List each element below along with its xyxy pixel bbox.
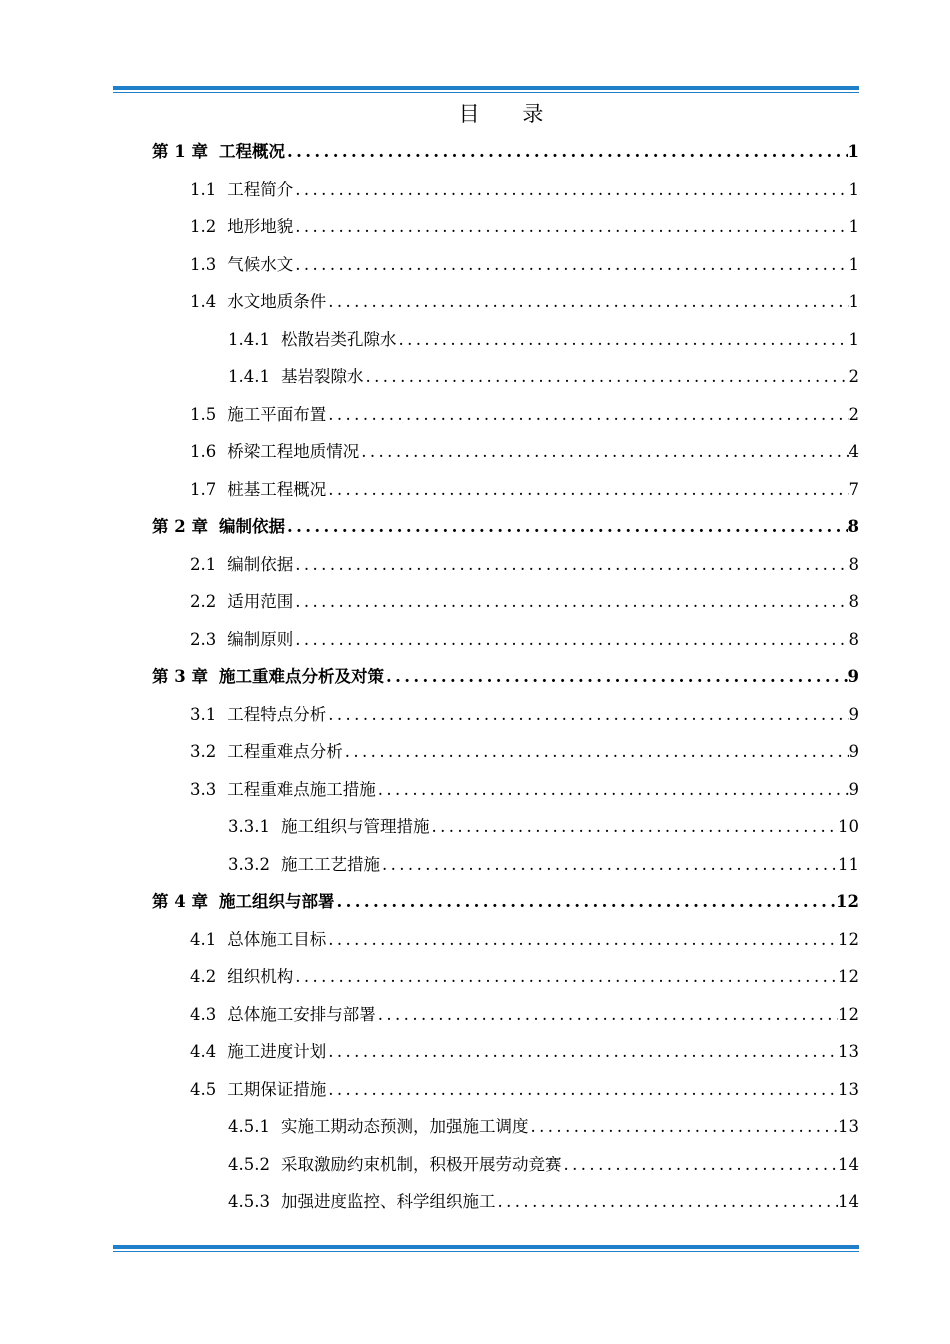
toc-dot-leader (343, 733, 849, 771)
toc-entry-page: 14 (838, 1192, 859, 1211)
toc-entry-page: 1 (848, 179, 859, 199)
toc-entry[interactable] (152, 1108, 859, 1146)
toc-entry-number: 1.5 (190, 404, 217, 424)
toc-entry-title: 编制依据 (218, 517, 285, 536)
toc-entry-number: 4.5 (190, 1079, 217, 1099)
toc-entry[interactable] (152, 846, 859, 884)
toc-entry-number: 4.1 (190, 929, 217, 949)
toc-entry-title: 总体施工目标 (227, 929, 327, 949)
toc-dot-leader (285, 133, 848, 171)
toc-entry-title: 施工进度计划 (227, 1042, 327, 1061)
toc-entry-page: 12 (836, 892, 859, 911)
toc-entry-number: 1.4 (190, 292, 217, 311)
toc-dot-leader (429, 808, 838, 846)
toc-entry-title: 加强进度监控、科学组织施工 (280, 1192, 496, 1211)
toc-entry-title: 松散岩类孔隙水 (280, 329, 397, 349)
toc-dot-leader (326, 1071, 838, 1109)
toc-entry-title: 工程重难点施工措施 (227, 779, 376, 799)
toc-entry[interactable] (152, 883, 859, 921)
toc-entry-number: 4.5.3 (228, 1192, 270, 1211)
toc-dot-leader (528, 1108, 838, 1146)
toc-entry-title: 基岩裂隙水 (280, 367, 364, 386)
toc-entry-title: 编制原则 (227, 629, 294, 649)
toc-dot-leader (561, 1146, 838, 1184)
toc-entry[interactable] (152, 171, 859, 209)
toc-entry-title: 桥梁工程地质情况 (227, 442, 360, 461)
toc-entry[interactable] (152, 208, 859, 246)
toc-title: 目 录 (458, 102, 562, 126)
toc-entry-number: 3.3 (190, 779, 217, 799)
toc-entry-page: 9 (848, 704, 859, 724)
toc-entry-number: 1.1 (190, 179, 217, 199)
toc-dot-leader (359, 433, 848, 471)
toc-entry-page: 12 (838, 1004, 859, 1024)
toc-entry-number: 3.3.2 (228, 854, 270, 874)
toc-entry-page: 1 (848, 292, 859, 311)
toc-entry-title: 编制依据 (227, 554, 294, 574)
table-of-contents (152, 133, 859, 1221)
toc-entry-number: 4.4 (190, 1042, 217, 1061)
toc-entry-title: 施工组织与部署 (218, 892, 335, 911)
toc-entry-title: 适用范围 (227, 592, 294, 611)
toc-entry-number: 3.2 (190, 742, 217, 761)
toc-entry[interactable] (152, 583, 859, 621)
toc-entry-page: 1 (848, 254, 859, 274)
toc-dot-leader (293, 958, 838, 996)
toc-entry-number: 2.1 (190, 554, 217, 574)
toc-entry-number: 1.3 (190, 254, 217, 274)
toc-dot-leader (334, 883, 836, 921)
toc-entry[interactable] (152, 1146, 859, 1184)
toc-entry-title: 采取激励约束机制，积极开展劳动竞赛 (280, 1154, 562, 1174)
toc-dot-leader (293, 208, 848, 246)
toc-entry[interactable] (152, 733, 859, 771)
toc-entry-title: 水文地质条件 (227, 292, 327, 311)
toc-entry-page: 8 (847, 517, 859, 536)
toc-entry-number: 3.3.1 (228, 817, 270, 836)
toc-dot-leader (285, 508, 848, 546)
toc-dot-leader (376, 996, 838, 1034)
toc-entry-page: 9 (848, 779, 859, 799)
toc-entry-number: 1.4.1 (228, 367, 270, 386)
toc-entry-page: 2 (848, 367, 859, 386)
header-rule-thin (113, 92, 859, 93)
toc-entry-page: 2 (848, 404, 859, 424)
toc-entry-page: 13 (838, 1042, 859, 1061)
toc-entry-title: 地形地貌 (227, 217, 294, 236)
toc-dot-leader (326, 696, 848, 734)
toc-dot-leader (326, 283, 848, 321)
footer-rule-thin (113, 1251, 859, 1252)
toc-entry-number: 1.4.1 (228, 329, 270, 349)
toc-entry-page: 12 (838, 967, 859, 986)
toc-entry-title: 施工平面布置 (227, 404, 327, 424)
toc-entry-page: 12 (838, 929, 859, 949)
footer-rule (113, 1245, 859, 1252)
toc-entry-page: 14 (838, 1154, 859, 1174)
toc-entry-title: 施工工艺措施 (280, 854, 380, 874)
toc-entry-title: 工程概况 (218, 142, 285, 161)
toc-dot-leader (326, 396, 848, 434)
toc-entry-page: 9 (848, 742, 859, 761)
toc-entry[interactable] (152, 958, 859, 996)
toc-entry[interactable] (152, 433, 859, 471)
toc-entry[interactable] (152, 283, 859, 321)
toc-entry-page: 4 (848, 442, 859, 461)
toc-entry-number: 第 1 章 (152, 142, 208, 161)
toc-entry-number: 2.3 (190, 629, 217, 649)
toc-dot-leader (326, 921, 838, 959)
toc-entry[interactable] (152, 1183, 859, 1221)
toc-entry-page: 13 (838, 1117, 859, 1136)
toc-entry[interactable] (152, 546, 859, 584)
toc-entry[interactable] (152, 396, 859, 434)
toc-entry[interactable] (152, 996, 859, 1034)
toc-entry-title: 总体施工安排与部署 (227, 1004, 376, 1024)
toc-entry-number: 4.5.1 (228, 1117, 270, 1136)
toc-entry-page: 11 (838, 854, 859, 874)
toc-entry-title: 实施工期动态预测，加强施工调度 (280, 1117, 529, 1136)
toc-entry-number: 第 2 章 (152, 517, 208, 536)
header-rule (113, 86, 859, 93)
toc-entry[interactable] (152, 921, 859, 959)
toc-entry-page: 8 (848, 554, 859, 574)
toc-entry-page: 7 (848, 479, 859, 499)
toc-entry-title: 工期保证措施 (227, 1079, 327, 1099)
toc-entry[interactable] (152, 658, 859, 696)
toc-entry-number: 1.2 (190, 217, 217, 236)
toc-entry-title: 施工组织与管理措施 (280, 817, 430, 836)
toc-dot-leader (396, 321, 848, 359)
toc-entry[interactable] (152, 1071, 859, 1109)
toc-entry-title: 施工重难点分析及对策 (218, 667, 384, 686)
toc-entry-page: 9 (847, 667, 859, 686)
toc-entry-number: 第 3 章 (152, 667, 208, 686)
toc-entry-number: 4.3 (190, 1004, 217, 1024)
toc-entry-title: 工程重难点分析 (227, 742, 343, 761)
toc-dot-leader (293, 621, 848, 659)
toc-entry-page: 8 (848, 592, 859, 611)
toc-entry-title: 组织机构 (227, 967, 294, 986)
toc-entry-number: 第 4 章 (152, 892, 208, 911)
toc-entry-number: 1.6 (190, 442, 217, 461)
toc-entry-title: 工程简介 (227, 179, 294, 199)
toc-dot-leader (380, 846, 838, 884)
toc-dot-leader (293, 171, 848, 209)
toc-entry-number: 3.1 (190, 704, 217, 724)
toc-entry-number: 4.5.2 (228, 1154, 270, 1174)
toc-entry[interactable] (152, 471, 859, 509)
toc-entry[interactable] (152, 321, 859, 359)
toc-entry-title: 工程特点分析 (227, 704, 327, 724)
toc-entry[interactable] (152, 508, 859, 546)
toc-entry[interactable] (152, 696, 859, 734)
toc-entry[interactable] (152, 358, 859, 396)
toc-entry-title: 桩基工程概况 (227, 479, 327, 499)
toc-dot-leader (376, 771, 849, 809)
toc-entry[interactable] (152, 133, 859, 171)
toc-entry[interactable] (152, 771, 859, 809)
toc-entry-page: 13 (838, 1079, 859, 1099)
toc-entry-title: 气候水文 (227, 254, 294, 274)
toc-dot-leader (363, 358, 848, 396)
toc-entry[interactable] (152, 808, 859, 846)
toc-dot-leader (293, 546, 848, 584)
toc-entry-number: 4.2 (190, 967, 217, 986)
toc-entry-page: 1 (848, 329, 859, 349)
toc-entry-page: 8 (848, 629, 859, 649)
toc-entry-number: 2.2 (190, 592, 217, 611)
toc-dot-leader (326, 471, 848, 509)
toc-entry-number: 1.7 (190, 479, 217, 499)
toc-entry-page: 1 (848, 217, 859, 236)
toc-dot-leader (384, 658, 848, 696)
toc-entry-page: 10 (838, 817, 859, 836)
toc-dot-leader (293, 583, 848, 621)
toc-dot-leader (326, 1033, 838, 1071)
toc-entry[interactable] (152, 621, 859, 659)
toc-entry-page: 1 (847, 142, 859, 161)
toc-entry[interactable] (152, 246, 859, 284)
toc-dot-leader (495, 1183, 838, 1221)
toc-dot-leader (293, 246, 848, 284)
toc-entry[interactable] (152, 1033, 859, 1071)
